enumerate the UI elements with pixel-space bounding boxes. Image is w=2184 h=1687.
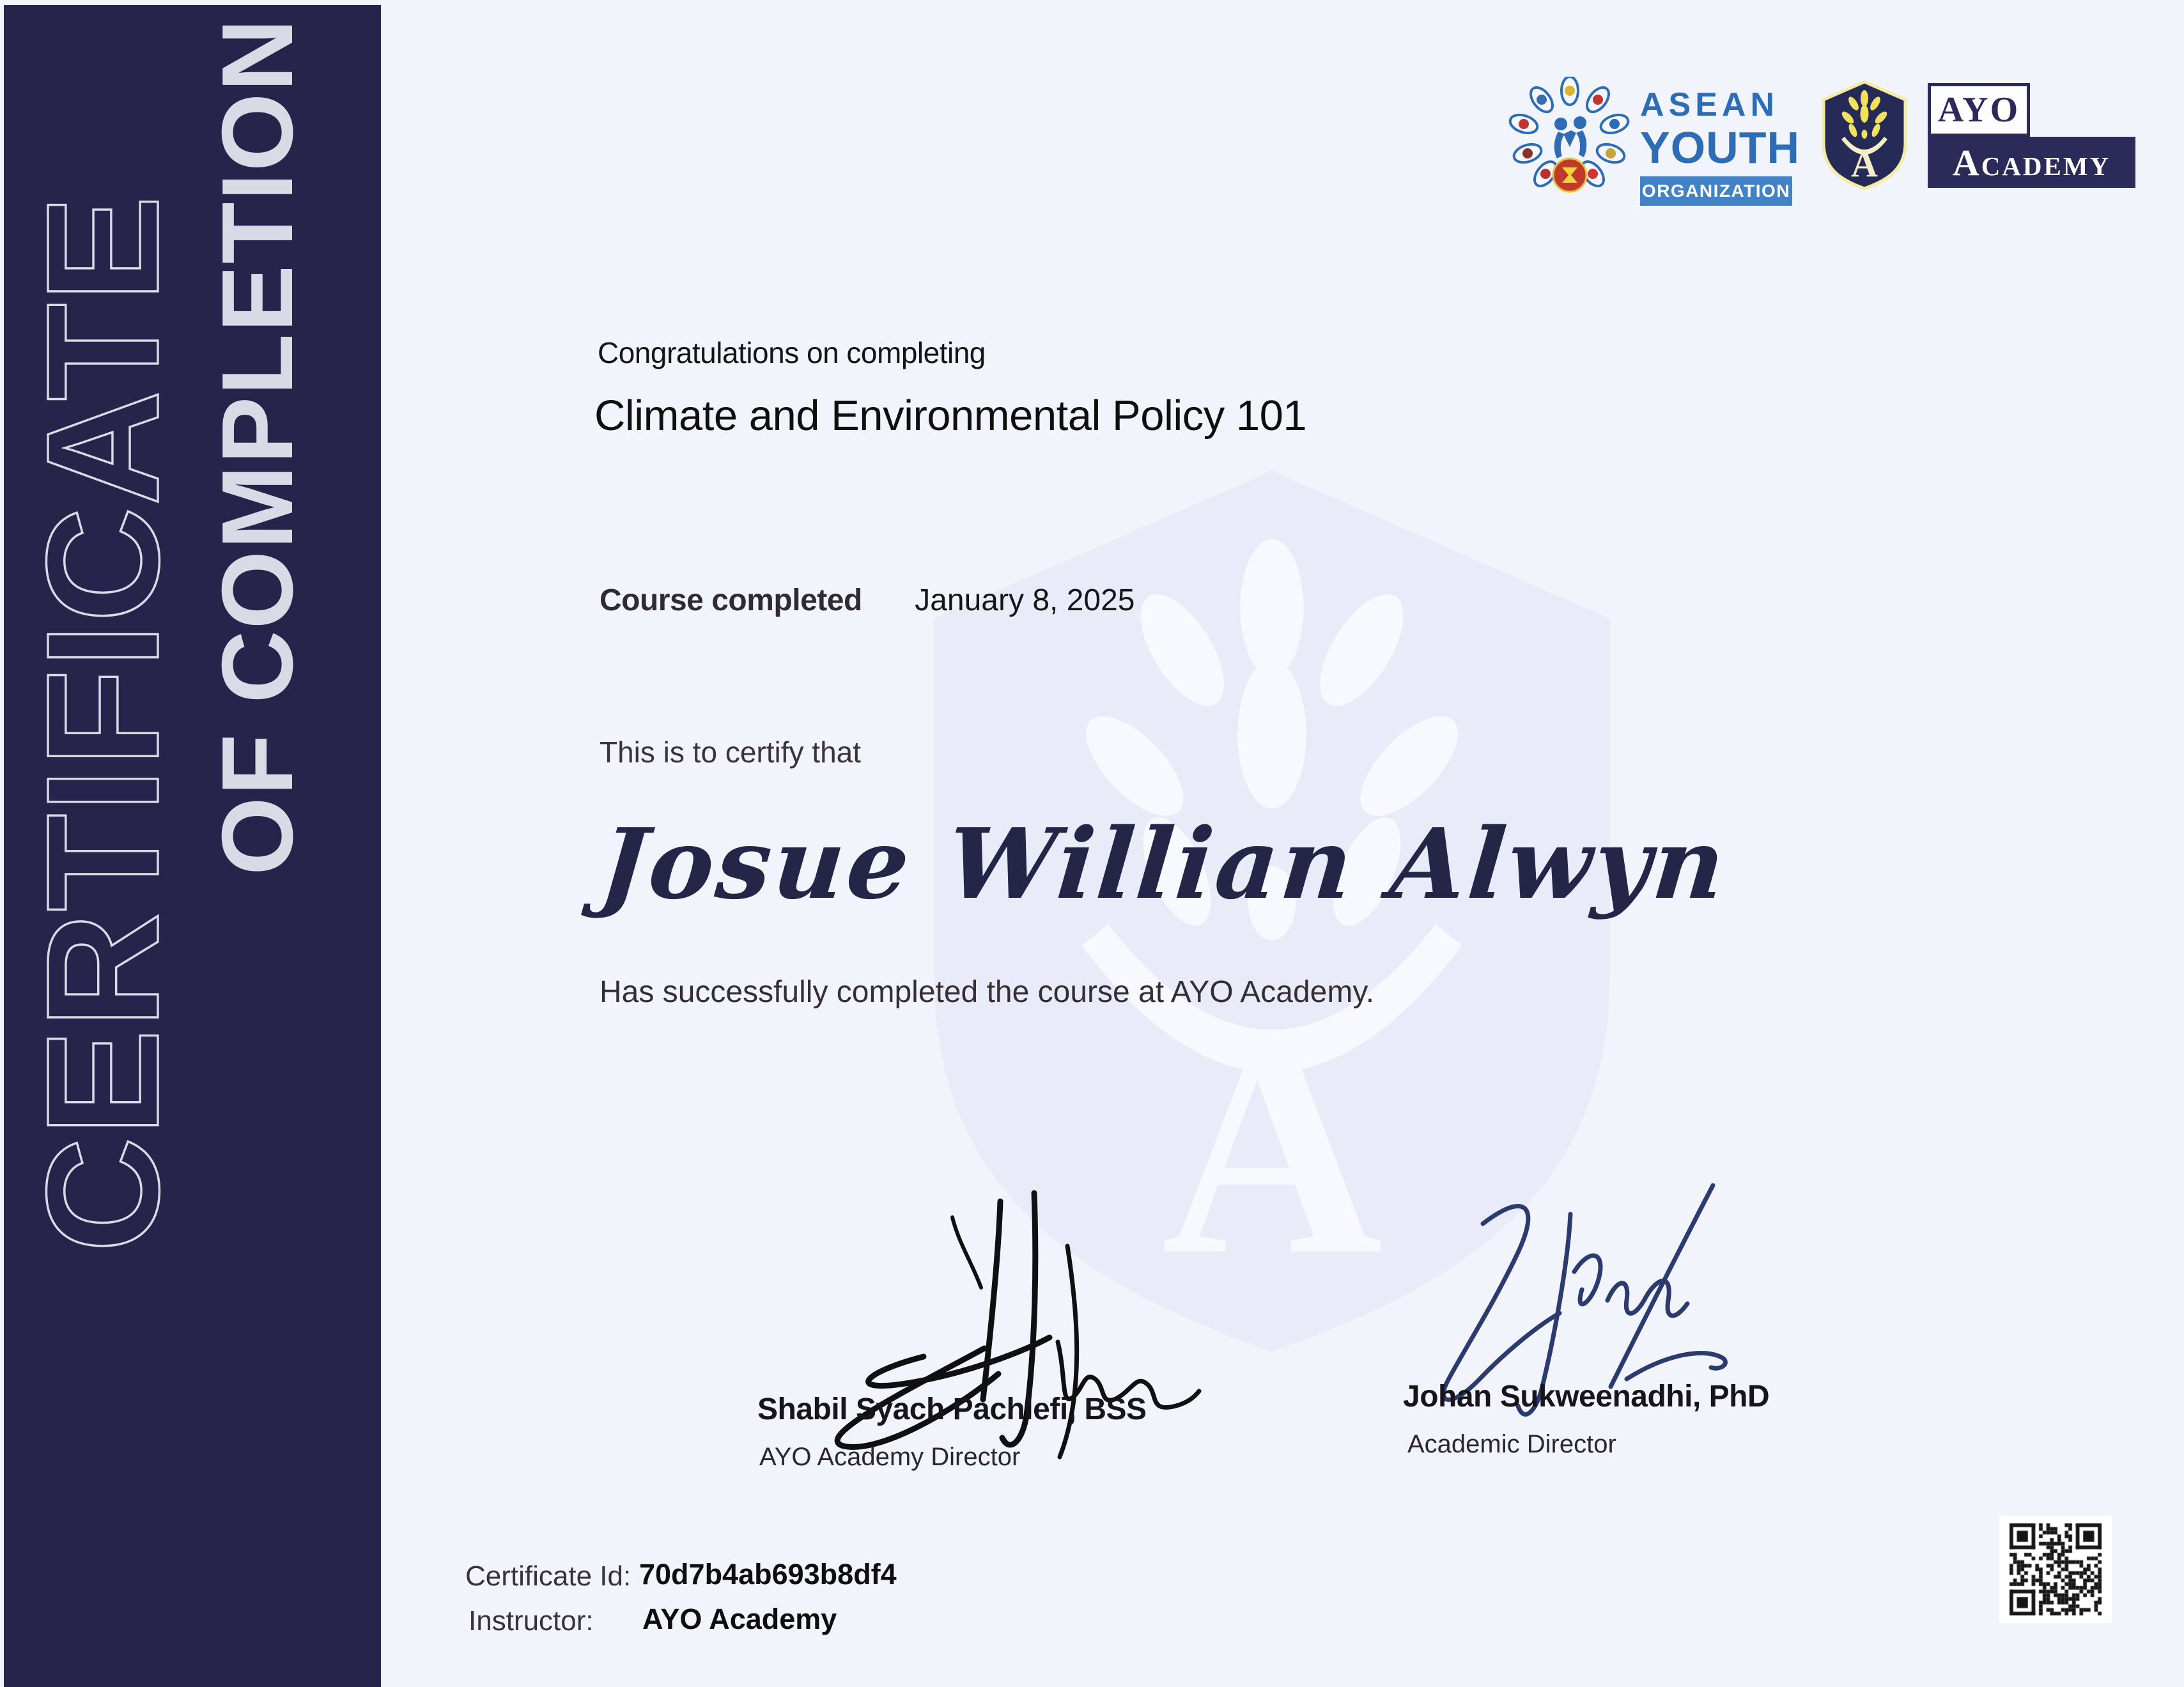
instructor-label: Instructor: bbox=[469, 1605, 594, 1637]
ayo-wordmark-bottom: Academy bbox=[1928, 137, 2135, 188]
svg-text:A: A bbox=[1161, 978, 1382, 1318]
asean-word-line3: ORGANIZATION bbox=[1641, 181, 1791, 201]
ayo-wordmark-top: AYO bbox=[1928, 83, 2030, 137]
course-title: Climate and Environmental Policy 101 bbox=[594, 392, 1307, 440]
asean-youth-logo bbox=[1508, 77, 1631, 194]
ayo-academy-wordmark bbox=[1928, 83, 2135, 188]
asean-organization-bar bbox=[1640, 176, 1792, 206]
side-panel bbox=[4, 5, 381, 1687]
asean-word-line1: ASEAN bbox=[1640, 86, 1779, 123]
certificate-id-value: 70d7b4ab693b8df4 bbox=[639, 1558, 897, 1591]
course-completed-row bbox=[600, 583, 1135, 618]
completion-statement: Has successfully completed the course at AYO Academy. bbox=[600, 975, 1375, 1009]
signature-director-name: Shabil Syach Pachlefi, BSS bbox=[757, 1392, 1147, 1426]
certificate-id-label: Certificate Id: bbox=[465, 1560, 631, 1592]
svg-text:A: A bbox=[1851, 143, 1878, 185]
ayo-shield-logo bbox=[1819, 81, 1910, 190]
course-completed-label: Course completed bbox=[600, 583, 862, 617]
signature-academic-title: Academic Director bbox=[1407, 1430, 1616, 1458]
congratulations-line: Congratulations on completing bbox=[598, 336, 986, 369]
instructor-value: AYO Academy bbox=[642, 1603, 837, 1635]
qr-code-box bbox=[1999, 1516, 2112, 1623]
verification-qr-code bbox=[2010, 1523, 2102, 1615]
certify-line: This is to certify that bbox=[600, 736, 862, 769]
course-completed-date: January 8, 2025 bbox=[915, 583, 1135, 617]
certificate-outline-title: CERTIFICATE bbox=[13, 194, 192, 1252]
asean-word-line2: YOUTH bbox=[1640, 123, 1800, 173]
recipient-name: Josue Willian Alwyn bbox=[596, 806, 1732, 921]
of-completion-title: OF COMPLETION bbox=[201, 17, 314, 875]
signature-director-title: AYO Academy Director bbox=[759, 1443, 1021, 1471]
signature-academic-name: Johan Sukweenadhi, PhD bbox=[1403, 1380, 1770, 1414]
asean-wordmark bbox=[1640, 86, 1800, 206]
